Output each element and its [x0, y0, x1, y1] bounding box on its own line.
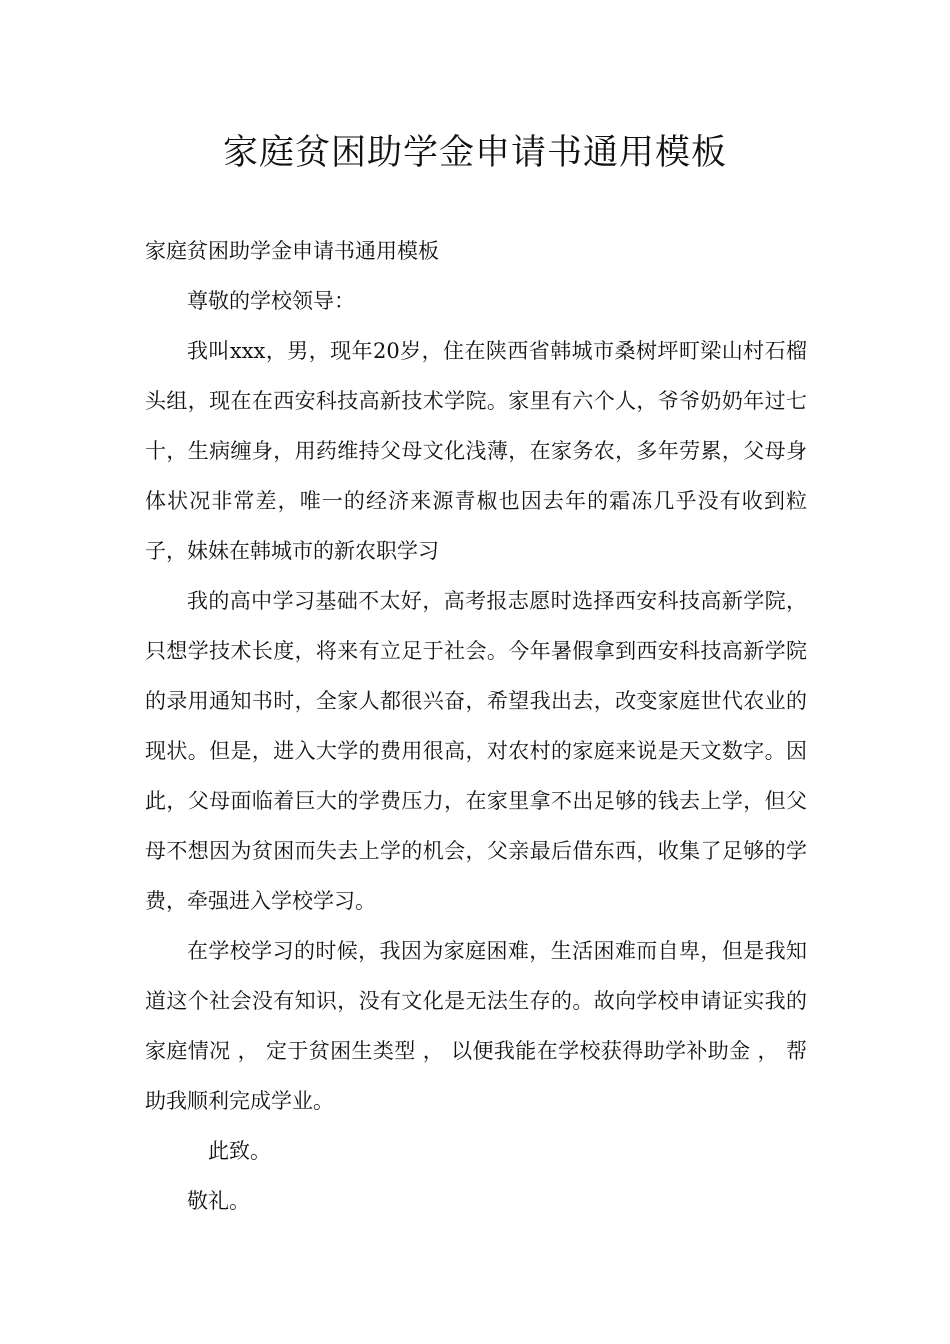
paragraph-1: 我叫xxx，男，现年20岁，住在陕西省韩城市桑树坪町梁山村石榴头组，现在在西安科技高新技术学院。家里有六个人，爷爷奶奶年过七十，生病缠身，用药维持父母文化浅薄，在家务农，多年劳累，父母身体状况非常差，唯一的经济来源青椒也因去年的霜冻几乎没有收到粒子，妹妹在韩城市的新农职学习	[145, 339, 807, 563]
salutation: 尊敬的学校领导：	[187, 289, 355, 313]
paragraph-3: 在学校学习的时候，我因为家庭困难，生活困难而自卑，但是我知道这个社会没有知识，没有文化是无法生存的。故向学校申请证实我的家庭情况 ， 定于贫困生类型 ， 以便我能在学校获得助学补助金 ， 帮助我顺利完成学业。	[145, 939, 807, 1113]
paragraph-2: 我的高中学习基础不太好，高考报志愿时选择西安科技高新学院，只想学技术长度，将来有立足于社会。今年暑假拿到西安科技高新学院的录用通知书时，全家人都很兴奋，希望我出去，改变家庭世代农业的现状。但是，进入大学的费用很高，对农村的家庭来说是天文数字。因此，父母面临着巨大的学费压力，在家里拿不出足够的钱去上学，但父母不想因为贫困而失去上学的机会，父亲最后借东西，收集了足够的学费，牵强进入学校学习。	[145, 589, 807, 913]
document-subtitle: 家庭贫困助学金申请书通用模板	[145, 239, 439, 263]
closing-cizhi: 此致。	[208, 1139, 271, 1163]
document-body	[145, 226, 807, 1226]
closing-jingli: 敬礼。	[187, 1189, 250, 1213]
document-title: 家庭贫困助学金申请书通用模板	[222, 133, 727, 173]
